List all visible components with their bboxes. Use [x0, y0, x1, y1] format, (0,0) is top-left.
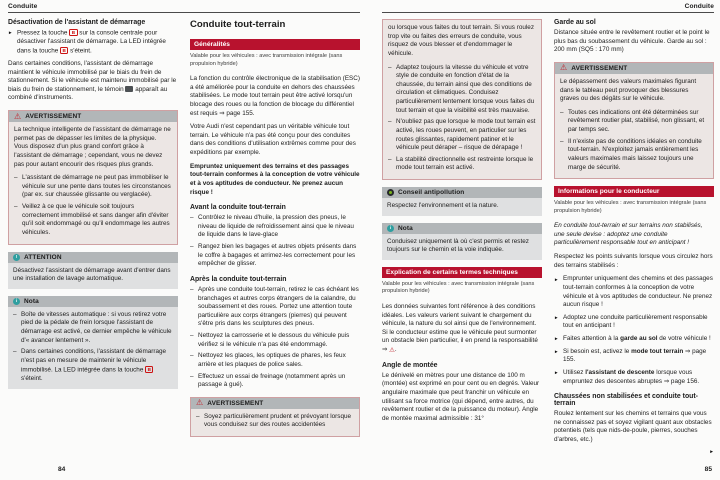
body-paragraph: Le dénivelé en mètres pour une distance de 100 m (montée) est exprimé en pour cent ou en degrés. Valeur angulaire maximale que peut franchir un véhicule en utilisant sa force motrice (qui dépend, entre autres, du revêtement routier et de la puissance du moteur). Angle de montée maximal admissible : 31°: [382, 371, 540, 422]
note-icon: i: [387, 225, 394, 232]
list-item: – Nettoyez la carrosserie et le dessous du véhicule puis vérifiez si le véhicule n'a pas été endommagé.: [190, 332, 350, 348]
warning-text: ou lorsque vous faites du tout terrain. Si vous roulez trop vite ou faites des erreurs de conduite, vous risquez de vous blesser et d'endommager le véhicule.: [388, 24, 534, 57]
body-paragraph-italic: En conduite tout-terrain et sur terrains non stabilisés, une seule devise : adoptez une conduite particulièrement responsable tout en anticipant !: [554, 222, 703, 247]
topic-banner: Généralités: [190, 39, 360, 50]
warning-triangle-icon: ⚠: [560, 63, 568, 73]
instruction-step: ► Adoptez une conduite particulièrement responsable tout en anticipant !: [554, 313, 708, 330]
section-heading: Désactivation de l'assistant de démarrage: [8, 19, 146, 26]
validity-note: Valable pour les véhicules : avec transmission intégrale (sans propulsion hybride): [554, 200, 707, 214]
chapter-title: Conduite tout-terrain: [190, 19, 286, 30]
topic-banner: Explication de certains termes techniques: [382, 267, 542, 278]
page-85: [382, 0, 714, 480]
note-icon: i: [13, 298, 20, 305]
warning-list-item: – N'oubliez pas que lorsque le mode tout terrain est activé, les roues peuvent, en particulier sur les routes glissantes, rapidement patiner et le véhicule peut déraper – risque de dérapage !: [388, 118, 536, 152]
warning-list-item: – La stabilité directionnelle est restreinte lorsque le mode tout terrain est activé.: [388, 155, 534, 172]
column-4: [554, 19, 714, 455]
instruction-step: ► Si besoin est, activez le mode tout terrain ⇒ page 155.: [554, 347, 707, 364]
warning-title: AVERTISSEMENT: [571, 64, 628, 72]
list-item: – Rangez bien les bagages et autres objets présents dans le coffre à bagages et arrimez-les correctement pour les empêcher de glisser.: [190, 243, 357, 268]
dash-bullet: –: [196, 412, 200, 420]
step-text: s'éteint.: [68, 47, 92, 55]
eco-text: Respectez l'environnement et la nature.: [387, 202, 499, 209]
step-text: sur la console centrale pour désactiver l'assistant de démarrage. La LED intégrée dans la touche: [17, 29, 166, 55]
warning-list-item: – Soyez particulièrement prudent et prévoyant lorsque vous conduisez sur des routes accidentées: [196, 412, 352, 429]
subsection-heading: Chaussées non stabilisées et conduite tout-terrain: [554, 393, 698, 408]
caution-text: Désactivez l'assistant de démarrage avant d'entrer dans une installation de lavage automatique.: [13, 266, 171, 283]
body-paragraph: Roulez lentement sur les chemins et terrains que vous ne connaissez pas et soyez vigilant quant aux obstacles potentiels (tels que nids-de-poule, pierres, souches d'arbres, etc.): [554, 410, 712, 444]
term-heading: Garde au sol: [554, 19, 596, 26]
triangle-bullet-icon: ►: [8, 30, 13, 36]
body-paragraph: Votre Audi n'est cependant pas un véritable véhicule tout terrain. Le véhicule n'a pas été conçu pour des conduites dans des conditions d'utilisation extrêmes comme pour des expéditions par exemple.: [190, 123, 356, 157]
triangle-bullet-icon: ►: [554, 336, 559, 342]
warning-list-item: – L'assistant de démarrage ne peut pas immobiliser le véhicule sur une pente dans toutes les circonstances (par ex. sur chaussée glissante ou verglacée).: [14, 174, 171, 199]
warning-title: AVERTISSEMENT: [207, 399, 264, 407]
header-rule: [8, 12, 360, 13]
instruction-step: [8, 29, 178, 56]
triangle-bullet-icon: ►: [554, 370, 559, 376]
running-header-right: Conduite: [684, 3, 714, 10]
eco-title: Conseil antipollution: [398, 189, 465, 196]
instruction-step: ► Utilisez l'assistant de descente lorsque vous empruntez des descentes abruptes ⇒ page 156.: [554, 368, 700, 385]
step-text: Pressez la touche: [17, 29, 70, 37]
list-item: – Après une conduite tout-terrain, retirez le cas échéant les branchages et autres corps étrangers de la calandre, du soubassement et des roues. Portez une attention toute particulière aux corps étrangers (pierres) qui peuvent s'être pris dans les sculptures des pneus.: [190, 285, 359, 328]
warning-box: [190, 397, 360, 437]
dash-bullet: –: [560, 137, 564, 145]
body-paragraph: Les données suivantes font référence à des conditions idéales. Les valeurs varient suivant le chargement du véhicule, la nature du sol ainsi que de l'environnement. Si le conducteur estime que le véhicule peut surmonter un obstacle bien particulier, il en prend la responsabilité ⇒ ⚠.: [382, 302, 538, 355]
triangle-bullet-icon: ►: [554, 276, 559, 282]
eco-box: [382, 187, 542, 216]
attention-icon: !: [13, 254, 20, 261]
note-list-item: – Dans certaines conditions, l'assistant de démarrage n'est pas en mesure de maintenir le véhicule immobilisé. La LED intégrée dans la touche B s'éteint.: [13, 348, 167, 382]
dash-bullet: –: [190, 352, 194, 360]
term-heading: Angle de montée: [382, 361, 438, 369]
validity-note: Valable pour les véhicules : avec transmission intégrale (sans propulsion hybride): [382, 280, 535, 295]
warning-triangle-icon: ⚠: [389, 347, 395, 355]
dash-bullet: –: [388, 155, 392, 163]
button-b-icon: B: [60, 47, 68, 54]
body-paragraph: Distance située entre le revêtement routier et le point le plus bas du soubassement du véhicule. Garde au sol : 200 mm (SQ5 : 170 mm): [554, 29, 710, 54]
warning-list-item: – Toutes ces indications ont été déterminées sur revêtement routier plat, stabilisé, non glissant, et par temps sec.: [560, 108, 705, 133]
warning-list-item: – Veillez à ce que le véhicule soit toujours correctement immobilisé et sans danger afin d'éviter qu'il soit endommagé ou qu'il endommage les autres véhicules.: [14, 203, 170, 236]
dash-bullet: –: [190, 372, 194, 380]
page-number: 85: [704, 466, 712, 473]
warning-title: AVERTISSEMENT: [25, 113, 82, 120]
note-box: [382, 223, 542, 260]
dash-bullet: –: [14, 203, 18, 210]
page-number: 84: [58, 466, 66, 473]
dash-bullet: –: [190, 243, 194, 251]
dash-bullet: –: [388, 118, 392, 126]
body-paragraph: La fonction du contrôle électronique de la stabilisation (ESC) a été améliorée pour la conduite en dehors des chaussées stabilisées. Le mode tout terrain peut être activé lorsqu'un blocage des roues ou la fonction de blocage du différentiel est requis ⇒ page 155.: [190, 75, 360, 117]
note-box: [8, 296, 178, 390]
list-item: – Nettoyez les glaces, les optiques de phares, les feux arrière et les plaques de police sales.: [190, 352, 346, 368]
list-item: – Effectuez un essai de freinage (notamment après un passage à gué).: [190, 372, 346, 389]
button-b-icon: B: [145, 366, 153, 373]
instruction-step: ► Faites attention à la garde au sol de votre véhicule !: [554, 335, 711, 343]
page-84: [8, 0, 360, 480]
dash-bullet: –: [190, 332, 194, 340]
button-b-icon: B: [69, 29, 77, 36]
warning-triangle-icon: ⚠: [14, 111, 22, 121]
instruction-step: ► Emprunter uniquement des chemins et des passages tout-terrain conformes à la conception de votre véhicule et à vos aptitudes de conducteur. Ne prenez aucun risque !: [554, 275, 713, 309]
topic-banner: Informations pour le conducteur: [554, 186, 714, 197]
validity-note: Valable pour les véhicules : avec transmission intégrale (sans propulsion hybride): [190, 53, 343, 67]
warning-text: Le dépassement des valeurs maximales figurant dans le tableau peut provoquer des blessures graves ou des dégâts sur le véhicule.: [560, 77, 697, 103]
note-list-item: – Boîte de vitesses automatique : si vous retirez votre pied de la pédale de frein lorsque l'assistant de démarrage est activé, ce dernier empêche le véhicule d'« avancer lentement ».: [13, 310, 172, 344]
body-paragraph: Respectez les points suivants lorsque vous circulez hors des terrains stabilisés :: [554, 253, 713, 269]
dash-bullet: –: [190, 214, 194, 222]
warning-box: [8, 110, 178, 245]
warning-box: [554, 62, 714, 179]
dash-bullet: –: [14, 174, 18, 182]
warning-list-item: – Il n'existe pas de conditions idéales en conduite tout-terrain. N'exploitez jamais entièrement les valeurs maximales mais laissez toujours une marge de sécurité.: [560, 137, 702, 171]
warning-list-item: – Adaptez toujours la vitesse du véhicule et votre style de conduite en fonction d'état de la chaussée, du terrain ainsi que des conditions de circulation et climatiques. Conduisez particulièrement lentement lorsque vous faites du tout terrain et que la visibilité est très mauvaise.: [388, 63, 535, 114]
continuation-arrow-icon: ►: [709, 449, 714, 455]
dash-bullet: –: [13, 310, 17, 318]
caution-box: [8, 252, 178, 289]
note-text: Conduisez uniquement là où c'est permis et restez toujours sur le chemin et la voie indiquée.: [387, 237, 529, 254]
dash-bullet: –: [388, 63, 392, 71]
triangle-bullet-icon: ►: [554, 315, 559, 321]
running-header-left: Conduite: [8, 3, 38, 10]
column-3: [382, 19, 542, 455]
body-paragraph-bold: Empruntez uniquement des terrains et des passages tout-terrain conformes à la conception de votre véhicule et à vos aptitudes de conducteur. Ne prenez aucun risque !: [190, 162, 360, 196]
subsection-heading: Avant la conduite tout-terrain: [190, 204, 286, 212]
dash-bullet: –: [560, 108, 564, 116]
warning-box-continued: [382, 19, 542, 180]
warning-text: La technique intelligente de l'assistant de démarrage ne permet pas de dépasser les limites de la physique. Vous disposez d'un plus grand confort grâce à l'assistant de démarrage ; cependant, vous ne devez pas pour autant encourir des risques plus grands.: [14, 126, 171, 168]
caution-title: ATTENTION: [24, 253, 62, 261]
list-item: – Contrôlez le niveau d'huile, la pression des pneus, le niveau de liquide de refroidissement ainsi que le niveau de liquide dans le lave-glace: [190, 214, 354, 239]
warning-triangle-icon: ⚠: [196, 398, 204, 408]
header-rule: [382, 12, 714, 13]
note-title: Nota: [24, 297, 39, 305]
body-paragraph: Dans certaines conditions, l'assistant de démarrage maintient le véhicule immobilisé par le biais du frein de stationnement. Si le véhicule est maintenu immobilisé par le biais du frein de stationnement, le témoin apparaît au combiné d'instruments.: [8, 59, 177, 102]
triangle-bullet-icon: ►: [554, 348, 559, 354]
column-1: [8, 19, 178, 444]
dash-bullet: –: [13, 348, 17, 356]
note-title: Nota: [398, 224, 413, 232]
eco-icon: [387, 189, 394, 196]
column-2: [190, 19, 360, 444]
subsection-heading: Après la conduite tout-terrain: [190, 275, 287, 283]
dash-bullet: –: [190, 285, 194, 293]
